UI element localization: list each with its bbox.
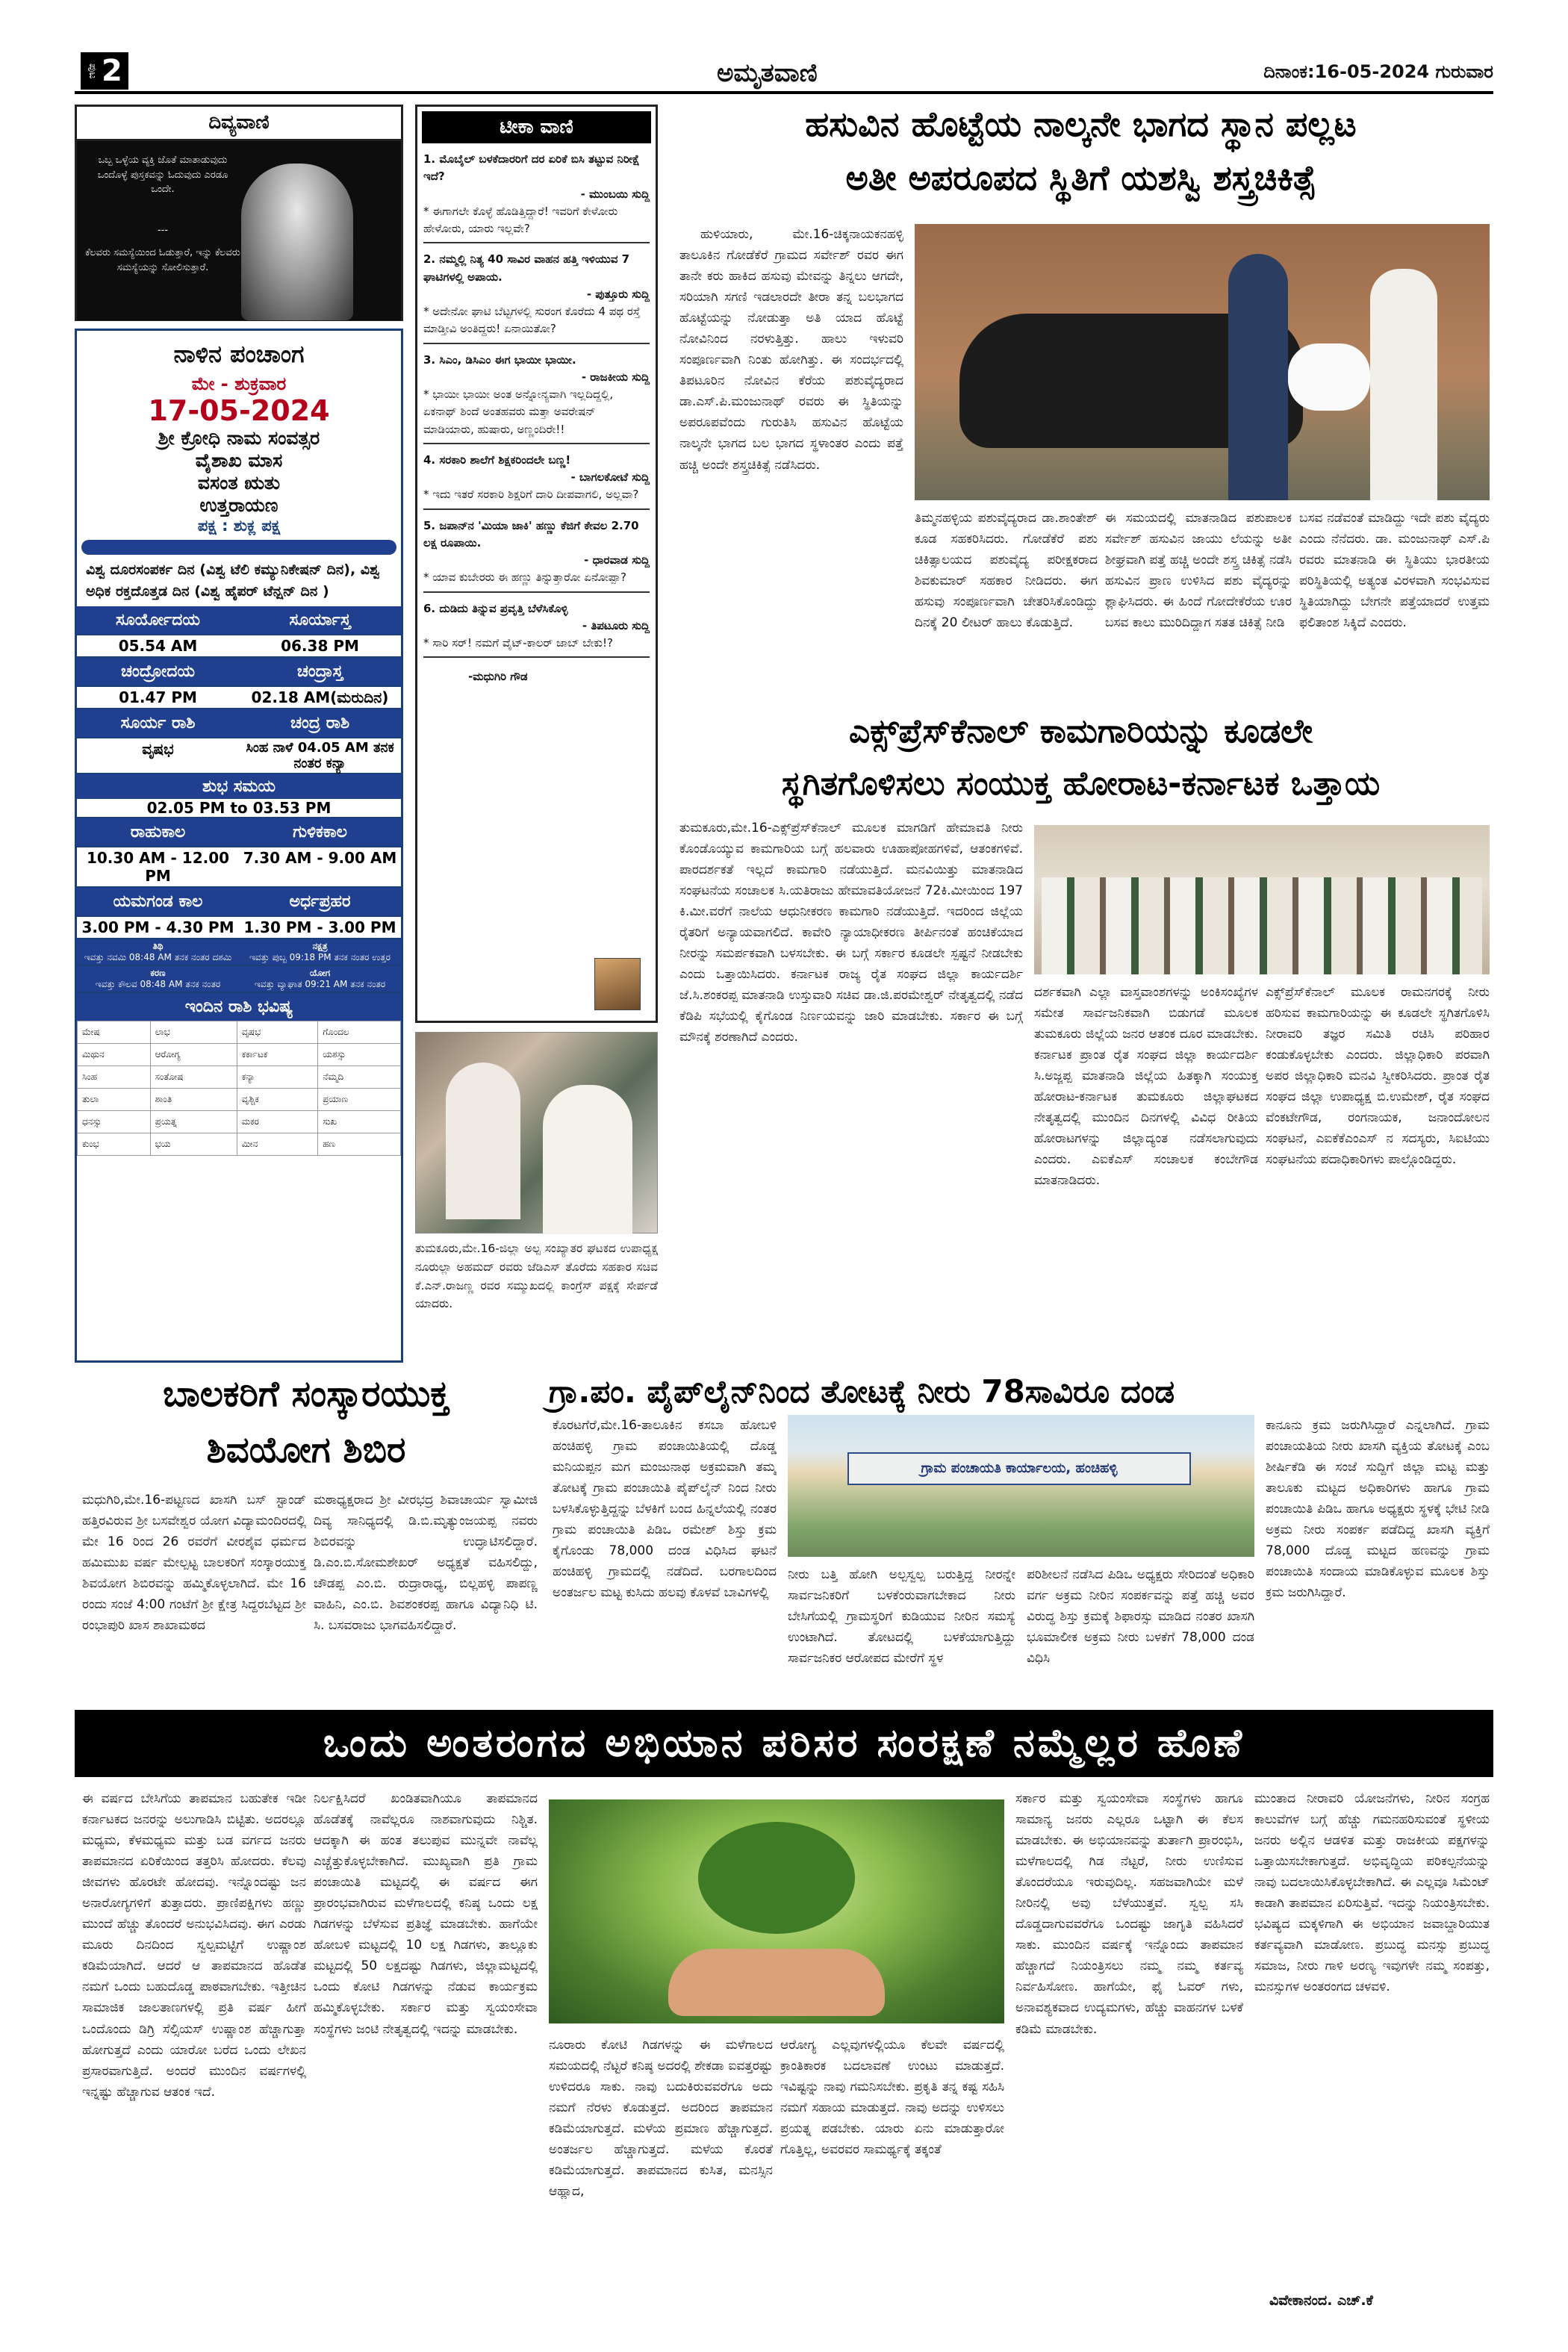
canal-col-2: ದರ್ಶಕವಾಗಿ ಎಲ್ಲಾ ವಾಸ್ತವಾಂಶಗಳನ್ನು ಅಂಕಿಸಂಖ್ಯೆಗಳ ಸಮೇತ ಸಾರ್ವಜನಿಕವಾಗಿ ಬಿಡುಗಡೆ ಮೂಲಕ ತುಮಕೂರು ಜಿಲ್ಲೆಯ ಜನರ ಆತಂಕ ದೂರ ಮಾಡಬೇಕು. ಕರ್ನಾಟಕ ಪ್ರಾಂತ ರೈತ ಸಂಘದ ಜಿಲ್ಲಾ ಕಾರ್ಯದರ್ಶಿ ಸಿ.ಅಜ್ಜಪ್ಪ ಮಾತನಾಡಿ ಜಿಲ್ಲೆಯ ಹಿತಕ್ಕಾಗಿ ಸಂಯುಕ್ತ ಹೋರಾಟ-ಕರ್ನಾಟಕ ತುಮಕೂರು ಜಿಲ್ಲಾಘಟಕದ ನೇತೃತ್ವದಲ್ಲಿ ಮುಂದಿನ ದಿನಗಳಲ್ಲಿ ವಿವಿಧ ರೀತಿಯ ಹೋರಾಟಗಳನ್ನು ಜಿಲ್ಲಾದ್ಯಂತ ನಡೆಸಲಾಗುವುದು ಎಂದರು. ಎಐಕೆಎಸ್ ಸಂಚಾಲಕ ಕಂಬೇಗೌಡ ಮಾತನಾಡಿದರು.: [1034, 985, 1258, 1189]
tika-item: [423, 251, 650, 343]
tithi: ಇವತ್ತು ನವಮಿ 08:48 AM ತನಕ ನಂತರ ದಶಮಿ: [84, 952, 232, 962]
pipeline-col-1: ಕೊರಟಗೆರೆ,ಮೇ.16-ತಾಲೂಕಿನ ಕಸಬಾ ಹೋಬಳಿ ಹಂಚಿಹಳ್ಳಿ ಗ್ರಾಮ ಪಂಚಾಯಿತಿಯಲ್ಲಿ ದೊಡ್ಡ ಮನಿಯಪ್ಪನ ಮಗ ಮಂಜುನಾಥ ಅಕ್ರಮವಾಗಿ ತಮ್ಮ ತೋಟಕ್ಕೆ ಗ್ರಾಮ ಪಂಚಾಯಿತಿ ಪೈಪ್‌ಲೈನ್ ನಿಂದ ನೀರು ಬಳಸಿಕೊಳ್ಳುತ್ತಿದ್ದನ್ನು ಬೆಳಕಿಗೆ ಬಂದ ಹಿನ್ನಲೆಯಲ್ಲಿ ನಂತರ ಗ್ರಾಮ ಪಂಚಾಯಿತಿ ಪಿಡಿಒ ರಮೇಶ್ ಶಿಸ್ತು ಕ್ರಮ ಕೈಗೊಂಡು 78,000 ದಂಡ ವಿಧಿಸಿದ ಘಟನೆ ಹಂಚಿಹಳ್ಳಿ ಗ್ರಾಮದಲ್ಲಿ ನಡೆದಿದೆ. ಬರಗಾಲದಿಂದ ಅಂತರ್ಜಲ ಮಟ್ಟ ಕುಸಿದು ಹಲವು ಕೊಳವೆ ಬಾವಿಗಳಲ್ಲಿ: [553, 1418, 777, 1601]
panchanga-box: [75, 329, 403, 1363]
divyavani-quote-1: ಒಬ್ಬ ಒಳ್ಳೆಯ ವ್ಯಕ್ತಿ ಜೊತೆ ಮಾತಾಡುವುದು ಒಂದೊಳ್ಳೆ ಪುಸ್ತಕವನ್ನು ಓದುವುದು ಎರಡೂ ಒಂದೇ.: [97, 155, 228, 195]
moonset-label: ಚಂದ್ರಾಸ್ತ: [296, 662, 343, 681]
rashi-title: ಇಂದಿನ ರಾಶಿ ಭವಿಷ್ಯ: [77, 993, 401, 1021]
panchanga-line-1: ಶ್ರೀ ಕ್ರೋಧಿ ನಾಮ ಸಂವತ್ಸರ: [158, 427, 320, 449]
author-photo: [594, 958, 641, 1010]
tika-source: - ಮುಂಬಯಿ ಸುದ್ದಿ: [580, 187, 650, 201]
sunset-time: 06.38 PM: [281, 637, 359, 655]
tika-question: 5. ಜಪಾನ್‌ನ 'ಮಿಯಾ ಜಾಕಿ' ಹಣ್ಣು ಕೆಜಿಗೆ ಕೇವಲ 2.70 ಲಕ್ಷ ರೂಪಾಯಿ.: [423, 518, 639, 550]
canal-photo: [1034, 825, 1490, 974]
divyavani-sep: ---: [157, 225, 169, 236]
rahu-label: ರಾಹುಕಾಲ: [130, 823, 186, 841]
tika-item: [423, 151, 650, 243]
shivayoga-headline-2: ಶಿವಯೋಗ ಶಿಬಿರ: [206, 1429, 406, 1471]
divider: [423, 508, 650, 510]
canal-headline-2: ಸ್ಥಗಿತಗೊಳಿಸಲು ಸಂಯುಕ್ತ ಹೋರಾಟ-ಕರ್ನಾಟಕ ಒತ್ತಾಯ: [781, 765, 1381, 803]
tika-answer: * ಯಾವ ಕುಬೇರರು ಈ ಹಣ್ಣು ತಿನ್ನುತ್ತಾರೋ ಏನೋಪ್ಪಾ?: [423, 570, 626, 585]
rashi-prediction: ಸಂತೋಷ: [150, 1066, 237, 1089]
rashi-name: ಕನ್ಯಾ: [237, 1066, 318, 1089]
cow-col-3: ಈ ಸಮಯದಲ್ಲಿ ಮಾತನಾಡಿದ ಪಶುಪಾಲಕ ಸರ್ವೇಶ್ ಹಸುವಿನ ಜಾಯು ಲೆಯನ್ನು ಅತೀ ಶೀಘ್ರವಾಗಿ ಪತ್ತೆ ಹಚ್ಚಿ ಅಂದೇ ಶಸ್ತ್ರ ಚಿಕಿತ್ಸೆ ನಡೆಸಿ ಹಸುವಿನ ಪ್ರಾಣ ಉಳಿಸಿದ ಪಶು ವೈದ್ಯರನ್ನು ಶ್ಲಾಘಿಸಿದರು. ಈ ಹಿಂದೆ ಗೋದೇಕೆರೆಯ ಊರ ಬಸವ ಕಾಲು ಮುರಿದಿದ್ದಾಗ ಸತತ ಚಿಕಿತ್ಸೆ ನೀಡಿ: [1105, 511, 1292, 631]
tika-list: [423, 151, 650, 658]
nakshatra: ಇವತ್ತು ಪುಬ್ಬ 09:18 PM ತನಕ ನಂತರ ಉತ್ತರ: [249, 952, 391, 962]
pipeline-col-3: ಪರಿಶೀಲನೆ ನಡೆಸಿದ ಪಿಡಿಒ ಅಧ್ಯಕ್ಷರು ಸೇರಿದಂತೆ ಅಧಿಕಾರಿ ವರ್ಗ ಅಕ್ರಮ ನೀರಿನ ಸಂಪರ್ಕವನ್ನು ಪತ್ತೆ ಹಚ್ಚಿ ಅವರ ವಿರುದ್ಧ ಶಿಸ್ತು ಕ್ರಮಕ್ಕೆ ಶಿಫಾರಸ್ಸು ಮಾಡಿದ ನಂತರ ಖಾಸಗಿ ಭೂಮಾಲೀಕ ಅಕ್ರಮ ನೀರು ಬಳಕೆಗೆ 78,000 ದಂಡ ವಿಧಿಸಿ: [1027, 1567, 1254, 1667]
divyavani-box: [75, 105, 403, 321]
rashi-table: [77, 1021, 401, 1156]
panchanga-title: ನಾಳಿನ ಪಂಚಾಂಗ: [173, 340, 305, 368]
panchanga-month: ಮೇ - ಶುಕ್ರವಾರ: [191, 373, 287, 394]
tika-vani-box: [415, 105, 658, 1023]
ardha-label: ಅರ್ಧಪ್ರಹರ: [289, 892, 351, 911]
yoga-label: ಯೋಗ: [309, 968, 331, 978]
divyavani-image: [77, 141, 401, 320]
person-right: [543, 1085, 632, 1234]
shivayoga-col-1: ಮಧುಗಿರಿ,ಮೇ.16-ಪಟ್ಟಣದ ಖಾಸಗಿ ಬಸ್ ಸ್ಟಾಂಡ್ ಹತ್ತಿರವಿರುವ ಶ್ರೀ ಬಸವೇಶ್ವರ ಯೋಗ ವಿದ್ಯಾಮಂದಿರದಲ್ಲಿ ಮೇ 16 ರಿಂದ 26 ರವರೆಗೆ ವೀರಶೈವ ಧರ್ಮದ ಹಮಿಮುಖ ವರ್ಷ ಮೇಲ್ಪಟ್ಟ ಬಾಲಕರಿಗೆ ಸಂಸ್ಕಾರಯುಕ್ತ ಶಿವಯೋಗ ಶಿಬಿರವನ್ನು ಹಮ್ಮಿಕೊಳ್ಳಲಾಗಿದೆ. ಮೇ 16 ರಂದು ಸಂಜೆ 4:00 ಗಂಟೆಗೆ ಶ್ರೀ ಕ್ಷೇತ್ರ ಸಿದ್ದರಬೆಟ್ಟದ ಶ್ರೀ ರಂಭಾಪುರಿ ಖಾಸ ಶಾಖಾಮಠದ: [82, 1493, 306, 1634]
rashi-prediction: ಭಯ: [150, 1133, 237, 1156]
panchanga-line-4: ಉತ್ತರಾಯಣ: [199, 494, 279, 516]
rashi-prediction: ಗೊಂದಲ: [318, 1021, 401, 1044]
karana-label: ಕರಣ: [150, 968, 166, 978]
chandra-rashi-label: ಚಂದ್ರ ರಾಶಿ: [290, 714, 350, 732]
person-1: [1228, 254, 1288, 500]
rashi-name: ಕುಂಭ: [78, 1133, 151, 1156]
env-col-4: ಆರೋಗ್ಯ ಎಲ್ಲವುಗಳಲ್ಲಿಯೂ ಕೆಲವೇ ವರ್ಷದಲ್ಲಿ ಕ್ರಾಂತಿಕಾರಕ ಬದಲಾವಣೆ ಉಂಟು ಮಾಡುತ್ತದೆ. ಇವಿಷ್ಟನ್ನು ನಾವು ಗಮನಿಸಬೇಕು. ಪ್ರಕೃತಿ ತನ್ನ ಕಷ್ಟ ಸಹಿಸಿ ನಮಗೆ ಸಹಾಯ ಮಾಡುತ್ತದೆ. ನಾವು ಅದನ್ನು ಉಳಿಸಲು ಪ್ರಯತ್ನ ಪಡಬೇಕು. ಯಾರು ಏನು ಮಾಡುತ್ತಾರೋ ಗೊತ್ತಿಲ್ಲ, ಅವರವರ ಸಾಮರ್ಥ್ಯಕ್ಕೆ ತಕ್ಕಂತೆ: [780, 2038, 1004, 2158]
rashi-prediction: ಹಣ: [318, 1133, 401, 1156]
tika-source: - ತಿಪಟೂರು ಸುದ್ದಿ: [582, 618, 650, 632]
gulika-label: ಗುಳಿಕಕಾಲ: [293, 823, 347, 841]
env-col-1: ಈ ವರ್ಷದ ಬೇಸಿಗೆಯ ತಾಪಮಾನ ಬಹುತೇಕ ಇಡೀ ಕರ್ನಾಟಕದ ಜನರನ್ನು ಅಲುಗಾಡಿಸಿ ಬಿಟ್ಟಿತು. ಅದರಲ್ಲೂ ಮಧ್ಯಮ, ಕೆಳಮಧ್ಯಮ ಮತ್ತು ಬಡ ವರ್ಗದ ಜನರು ತಾಪಮಾನದ ಏರಿಕೆಯಿಂದ ತತ್ತರಿಸಿ ಹೋದರು. ಕೆಲವು ಜೀವಗಳು ಹೊರಟೇ ಹೋದವು. ಇನ್ನೊಂದಷ್ಟು ಜನ ಅನಾರೋಗ್ಯಗಳಿಗೆ ತುತ್ತಾದರು. ಪ್ರಾಣಿಪಕ್ಷಿಗಳು ಹಣ್ಣು ಮುಂದೆ ಹೆಚ್ಚು ತೊಂದರೆ ಅನುಭವಿಸಿದವು. ಈಗ ಎರಡು ಮೂರು ದಿನದಿಂದ ಸ್ವಲ್ಪಮಟ್ಟಿಗೆ ಉಷ್ಣಾಂಶ ಕಡಿಮೆಯಾಗಿದೆ. ಆದರೆ ಆ ತಾಪಮಾನದ ಹೊಡೆತ ನಮಗೆ ಒಂದು ಬಹುದೊಡ್ಡ ಪಾಠವಾಗಬೇಕು. ಇತ್ತೀಚಿನ ಸಾಮಾಜಿಕ ಜಾಲತಾಣಗಳಲ್ಲಿ ಪ್ರತಿ ವರ್ಷ ಹೀಗೆ ಒಂದೊಂದು ಡಿಗ್ರಿ ಸೆಲ್ಸಿಯಸ್ ಉಷ್ಣಾಂಶ ಹೆಚ್ಚಾಗುತ್ತಾ ಹೋಗುತ್ತದೆ ಎಂದು ಯಾರೋ ಬರೆದ ಒಂದು ಲೇಖನ ಪ್ರಸಾರವಾಗುತ್ತಿದೆ. ಅಂದರೆ ಮುಂದಿನ ವರ್ಷಗಳಲ್ಲಿ ಇನ್ನಷ್ಟು ಹೆಚ್ಚಾಗುವ ಆತಂಕ ಇದೆ.: [82, 1791, 306, 2100]
divider: [423, 443, 650, 444]
divider: [423, 591, 650, 593]
page-number: 2: [102, 54, 122, 88]
divyavani-quote-2: ಕೆಲವರು ಸಮಸ್ಯೆಯಿಂದ ಓಡುತ್ತಾರೆ, ಇನ್ನು ಕೆಲವರು ಸಮಸ್ಯೆಯನ್ನು ಸೋಲಿಸುತ್ತಾರೆ.: [85, 247, 240, 273]
rashi-name: ಕರ್ಕಾಟಕ: [237, 1044, 318, 1066]
politics-photo: [415, 1032, 658, 1233]
cow-headline-2: ಅತೀ ಅಪರೂಪದ ಸ್ಥಿತಿಗೆ ಯಶಸ್ವಿ ಶಸ್ತ್ರಚಿಕಿತ್ಸೆ: [845, 158, 1316, 198]
person-2: [1370, 269, 1437, 500]
tika-answer: * ಇದು ಇತರೆ ಸರಕಾರಿ ಶಿಕ್ಷರಿಗೆ ದಾರಿ ದೀಪವಾಗಲಿ, ಅಲ್ಲವಾ?: [423, 488, 639, 502]
sunrise-time: 05.54 AM: [118, 637, 198, 655]
chandra-rashi: ಸಿಂಹ ನಾಳೆ 04.05 AM ತನಕ ನಂತರ ಕನ್ಯಾ: [246, 740, 394, 771]
rashi-name: ಧನಸ್ಸು: [78, 1111, 151, 1133]
rashi-prediction: ಪ್ರಯಾಣ: [318, 1089, 401, 1111]
tika-item: [423, 517, 650, 593]
paksha: ಪಕ್ಷ : ಶುಕ್ಲ ಪಕ್ಷ: [197, 517, 281, 535]
env-col-6: ಮುಂತಾದ ನೀರಾವರಿ ಯೋಜನೆಗಳು, ನೀರಿನ ಸಂಗ್ರಹ ಕಾಲುವೆಗಳ ಬಗ್ಗೆ ಹೆಚ್ಚು ಗಮನಹರಿಸುವಂತೆ ಸ್ಥಳೀಯ ಜನರು ಅಲ್ಲಿನ ಆಡಳಿತ ಮತ್ತು ರಾಜಕೀಯ ಪಕ್ಷಗಳನ್ನು ಒತ್ತಾಯಿಸಬೇಕಾಗುತ್ತದೆ. ಅಭಿವೃದ್ಧಿಯ ಪರಿಕಲ್ಪನೆಯನ್ನು ನಾವು ಬದಲಾಯಿಸಿಕೊಳ್ಳಬೇಕಾಗಿದೆ. ಈ ಎಲ್ಲವೂ ಸಿಮೆಂಟ್ ಕಾಡಾಗಿ ತಾಪಮಾನ ಏರಿಸುತ್ತಿವೆ. ಇದನ್ನು ನಿಯಂತ್ರಿಸಬೇಕು. ಭವಿಷ್ಯದ ಮಕ್ಕಳಿಗಾಗಿ ಈ ಅಭಿಯಾನ ಜವಾಬ್ದಾರಿಯುತ ಕರ್ತವ್ಯವಾಗಿ ಮಾಡೋಣ. ಪ್ರಬುದ್ಧ ಮನಸ್ಸು ಪ್ರಬುದ್ಧ ಸಮಾಜ, ನೀರು ಗಾಳಿ ಅರಣ್ಯ ಇವುಗಳೇ ನಮ್ಮ ಸಂಪತ್ತು, ಮನಸ್ಸುಗಳ ಅಂತರಂಗದ ಚಳವಳಿ.: [1254, 1791, 1490, 1995]
pipeline-col-4: ಕಾನೂನು ಕ್ರಮ ಜರುಗಿಸಿದ್ದಾರೆ ಎನ್ನಲಾಗಿದೆ. ಗ್ರಾಮ ಪಂಚಾಯತಿಯ ನೀರು ಖಾಸಗಿ ವ್ಯಕ್ತಿಯ ತೋಟಕ್ಕೆ ಎಂಬ ಶೀರ್ಷಿಕೆಡಿ ಈ ಸಂಜೆ ಸುದ್ದಿಗೆ ಜಿಲ್ಲಾ ಮಟ್ಟ ಮತ್ತು ತಾಲೂಕು ಮಟ್ಟದ ಅಧಿಕಾರಿಗಳು ಹಾಗೂ ಗ್ರಾಮ ಪಂಚಾಯಿತಿ ಪಿಡಿಒ ಹಾಗೂ ಅಧ್ಯಕ್ಷರು ಸ್ಥಳಕ್ಕೆ ಭೇಟಿ ನೀಡಿ ಅಕ್ರಮ ನೀರು ಸಂಪರ್ಕ ಪಡೆದಿದ್ದ ಖಾಸಗಿ ವ್ಯಕ್ತಿಗೆ 78,000 ದೊಡ್ಡ ಮಟ್ಟದ ಹಣವನ್ನು ಗ್ರಾಮ ಪಂಚಾಯಿತಿ ಸಂದಾಯ ಮಾಡಿಕೊಳ್ಳುವ ಮೂಲಕ ಶಿಸ್ತು ಕ್ರಮ ಜರುಗಿಸಿದ್ದಾರೆ.: [1266, 1418, 1490, 1601]
special-day-bar: [81, 540, 396, 555]
sunrise-label: ಸೂರ್ಯೋದಯ: [116, 611, 200, 629]
yama-time: 3.00 PM - 4.30 PM: [81, 918, 234, 936]
photo-caption: ತುಮಕೂರು,ಮೇ.16-ಜಿಲ್ಲಾ ಅಲ್ಪ ಸಂಖ್ಯಾತರ ಘಟಕದ ಉಪಾಧ್ಯಕ್ಷ ನೂರುಲ್ಲಾ ಅಹಮದ್ ರವರು ಜೆಡಿಎಸ್ ತೊರೆದು ಸಹಕಾರ ಸಚಿವ ಕೆ.ಎನ್.ರಾಜಣ್ಣ ರವರ ಸಮ್ಮುಖದಲ್ಲಿ ಕಾಂಗ್ರೆಸ್ ಪಕ್ಷಕ್ಕೆ ಸೇರ್ಪಡೆ ಯಾದರು.: [415, 1242, 658, 1311]
rashi-name: ಮೇಷ: [78, 1021, 151, 1044]
canal-col-1: ತುಮಕೂರು,ಮೇ.16-ಎಕ್ಸ್‌ಪ್ರೆಸ್‌ಕೆನಾಲ್ ಮೂಲಕ ಮಾಗಡಿಗೆ ಹೇಮಾವತಿ ನೀರು ಕೊಂಡೊಯ್ಯುವ ಕಾಮಗಾರಿಯ ಬಗ್ಗೆ ಹಲವಾರು ಊಹಾಪೋಹಗಳಿವೆ, ಆತಂಕಗಳಿವೆ. ಪಾರದರ್ಶಕತೆ ಇಲ್ಲದೆ ಕಾಮಗಾರಿ ನಡೆಯುತ್ತಿದೆ. ಮನವಿಯಿತ್ತು ಮಾತನಾಡಿದ ಸಂಘಟನೆಯ ಸಂಚಾಲಕ ಸಿ.ಯತಿರಾಜು ಹೇಮಾವತಿಯೋಜನೆ 72ಕಿ.ಮೀಯಿಂದ 197 ಕಿ.ಮೀ.ವರೆಗೆ ನಾಲೆಯ ಆಧುನೀಕರಣ ಕಾಮಗಾರಿ ನಡೆಯುತ್ತಿದೆ. ಇದರಿಂದ ಜಿಲ್ಲೆಯ ರೈತರಿಗೆ ಅನ್ಯಾಯವಾಗಲಿದೆ. ಕಾವೇರಿ ನ್ಯಾಯಾಧೀಕರಣ ತೀರ್ಪಿನಂತೆ ಹಂಚಿಕೆಯಾದ ನೀರನ್ನು ಸಮರ್ಪಕವಾಗಿ ಬಳಸಬೇಕು. ಈ ಬಗ್ಗೆ ಸರ್ಕಾರ ಕೂಡಲೇ ಸ್ಪಷ್ಟನೆ ನೀಡಬೇಕು ಎಂದು ಒತ್ತಾಯಿಸಿದರು. ಕರ್ನಾಟಕ ರಾಜ್ಯ ರೈತ ಸಂಘದ ಜಿಲ್ಲಾ ಕಾರ್ಯದರ್ಶಿ ಜೆ.ಸಿ.ಶಂಕರಪ್ಪ ಮಾತನಾಡಿ ಉಸ್ತುವಾರಿ ಸಚಿವ ಡಾ.ಜಿ.ಪರಮೇಶ್ವರ್ ನೇತೃತ್ವದಲ್ಲಿ ನಡೆದ ಕೆಡಿಪಿ ಸಭೆಯಲ್ಲಿ ಕೈಗೊಂಡ ನಿರ್ಣಯವನ್ನು ಜಾರಿ ಮಾಡಬೇಕು. ಸರ್ಕಾರ ಈ ಬಗ್ಗೆ ಮೌನಕ್ಕೆ ಶರಣಾಗಿದೆ ಎಂದರು.: [679, 821, 1023, 1045]
rashi-row: [78, 1021, 401, 1044]
tika-question: 2. ನಮ್ಮಲ್ಲಿ ನಿತ್ಯ 40 ಸಾವಿರ ವಾಹನ ಹತ್ತಿ ಇಳಿಯುವ 7 ಘಾಟಿಗಳಲ್ಲಿ ಅಪಾಯ.: [423, 252, 630, 284]
shivayoga-col-2: ಮಠಾಧ್ಯಕ್ಷರಾದ ಶ್ರೀ ವೀರಭದ್ರ ಶಿವಾಚಾರ್ಯ ಸ್ವಾಮೀಜಿ ದಿವ್ಯ ಸಾನಿಧ್ಯದಲ್ಲಿ ಡಿ.ಬಿ.ಮೃತ್ಯುಂಜಯಪ್ಪ ನವರು ಶಿಬಿರವನ್ನು ಉದ್ಘಾಟಿಸಲಿದ್ದಾರೆ. ಡಿ.ಎಂ.ಬಿ.ಸೋಮಶೇಖರ್ ಅಧ್ಯಕ್ಷತೆ ವಹಿಸಲಿದ್ದು, ಚೌಡಪ್ಪ ಎಂ.ಬಿ. ರುದ್ರಾರಾಧ್ಯ, ಬಿಲ್ಲಹಳ್ಳಿ ಪಾಪಣ್ಣ ವಾಹಿನಿ, ಎಂ.ಬಿ. ಶಿವಶಂಕರಪ್ಪ ಹಾಗೂ ವಿದ್ಯಾನಿಧಿ ಟಿ. ಸಿ. ಬಸವರಾಜು ಭಾಗವಹಿಸಲಿದ್ದಾರೆ.: [314, 1493, 538, 1634]
tika-source: - ಪುತ್ತೂರು ಸುದ್ದಿ: [586, 287, 650, 301]
paper-name: ಅಮೃತವಾಣಿ: [717, 58, 818, 88]
rashi-name: ಮೀನ: [237, 1133, 318, 1156]
rashi-row: [78, 1044, 401, 1066]
group-people: [1042, 877, 1482, 974]
env-col-5: ಸರ್ಕಾರ ಮತ್ತು ಸ್ವಯಂಸೇವಾ ಸಂಸ್ಥೆಗಳು ಹಾಗೂ ಸಾಮಾನ್ಯ ಜನರು ಎಲ್ಲರೂ ಒಟ್ಟಾಗಿ ಈ ಕೆಲಸ ಮಾಡಬೇಕು. ಈ ಅಭಿಯಾನವನ್ನು ತುರ್ತಾಗಿ ಪ್ರಾರಂಭಿಸಿ, ಮಳೆಗಾಲದಲ್ಲಿ ಗಿಡ ನೆಟ್ಟರೆ, ನೀರು ಉಣಿಸುವ ತೊಂದರೆಯೂ ಇರುವುದಿಲ್ಲ. ಸಹಜವಾಗಿಯೇ ಮಳೆ ನೀರಿನಲ್ಲಿ ಅವು ಬೆಳೆಯುತ್ತವೆ. ಸ್ವಲ್ಪ ಸಸಿ ದೊಡ್ಡದಾಗುವವರೆಗೂ ಒಂದಷ್ಟು ಜಾಗೃತಿ ವಹಿಸಿದರೆ ಸಾಕು. ಮುಂದಿನ ವರ್ಷಕ್ಕೆ ಇನ್ನೊಂದು ತಾಪಮಾನ ಹೆಚ್ಚಾಗದೆ ನಿಯಂತ್ರಿಸಲು ನಮ್ಮ ನಮ್ಮ ಕರ್ತವ್ಯ ನಿರ್ವಹಿಸೋಣ. ಹಾಗೆಯೇ, ಫೈ ಓವರ್ ಗಳು, ಅನಾವಶ್ಯಕವಾದ ಉದ್ಯಮಗಳು, ಹೆಚ್ಚು ವಾಹನಗಳ ಬಳಕೆ ಕಡಿಮೆ ಮಾಡಬೇಕು.: [1015, 1791, 1243, 2037]
rashi-row: [78, 1066, 401, 1089]
panchanga-line-3: ವಸಂತ ಋತು: [197, 472, 281, 494]
date-line: ದಿನಾಂಕ:16-05-2024 ಗುರುವಾರ: [1263, 61, 1493, 82]
tika-item: [423, 600, 650, 659]
tithi-label: ತಿಥಿ: [152, 941, 164, 951]
tika-answer: * ಈಗಾಗಲೇ ಕೊಳ್ಳೆ ಹೊಡಿತ್ತಿದ್ದಾರೆ! ಇವರಿಗೆ ಕೇಳೋರು ಹೇಳೋರು, ಯಾರು ಇಲ್ಲವೇ?: [423, 204, 618, 235]
hands: [668, 1949, 885, 2016]
canal-col-3: ಎಕ್ಸ್‌ಪ್ರೆಸ್‌ಕೆನಾಲ್ ಮೂಲಕ ರಾಮನಗರಕ್ಕೆ ನೀರು ಹರಿಸುವ ಕಾಮಗಾರಿಯನ್ನು ಈ ಕೂಡಲೇ ಸ್ಥಗಿತಗೊಳಿಸಿ ನೀರಾವರಿ ತಜ್ಞರ ಸಮಿತಿ ರಚಿಸಿ ಪರಿಹಾರ ಕಂಡುಕೊಳ್ಳಬೇಕು ಎಂದರು. ಜಿಲ್ಲಾಧಿಕಾರಿ ಪರವಾಗಿ ಅಪರ ಜಿಲ್ಲಾಧಿಕಾರಿ ಮನವಿ ಸ್ವೀಕರಿಸಿದರು. ಪ್ರಾಂತ ರೈತ ಸಂಘದ ಜಿಲ್ಲಾ ಉಪಾಧ್ಯಕ್ಷ ಬಿ.ಉಮೇಶ್, ರೈತ ಸಂಘದ ವೆಂಕಟೇಗೌಡ, ರಂಗನಾಯಕ, ಜನಾಂದೋಲನ ಸಂಘಟನೆ, ಎಐಕೆಕೆಎಂಎಸ್ ನ ಸದಸ್ಯರು, ಸಿಐಟಿಯು ಸಂಘಟನೆಯ ಪದಾಧಿಕಾರಿಗಳು ಪಾಲ್ಗೊಂಡಿದ್ದರು.: [1266, 985, 1490, 1168]
panchayat-photo: [788, 1415, 1254, 1557]
tika-item: [423, 452, 650, 510]
rashi-name: ಮಿಥುನ: [78, 1044, 151, 1066]
rashi-row: [78, 1133, 401, 1156]
tika-source: - ಬಾಗಲಕೋಟೆ ಸುದ್ದಿ: [570, 470, 650, 484]
cow-col-4: ಬಸವ ನಡೆವಂತೆ ಮಾಡಿದ್ದು ಇದೇ ಪಶು ವೈದ್ಯರು ಎಂದು ನೆನೆದರು. ಡಾ. ಮಂಜುನಾಥ್ ಎಸ್.ಪಿ ರವರು ಮಾತನಾಡಿ ಈ ಸ್ಥಿತಿಯು ಭಾರತೀಯ ಪರಿಸ್ಥಿತಿಯಲ್ಲಿ ಅತ್ಯಂತ ವಿರಳವಾಗಿ ಸಂಭವಿಸುವ ಸ್ಥಿತಿಯಾಗಿದ್ದು ಬೇಗನೇ ಪತ್ತೆಯಾದರೆ ಉತ್ತಮ ಫಲಿತಾಂಶ ಸಿಕ್ಕಿದೆ ಎಂದರು.: [1299, 511, 1490, 631]
tika-item: [423, 352, 650, 444]
divider: [423, 656, 650, 658]
cow-head: [1288, 343, 1370, 411]
tree-canopy: [698, 1822, 855, 1934]
shubha-label: ಶುಭ ಸಮಯ: [77, 774, 401, 799]
person-left: [446, 1063, 520, 1219]
tika-answer: * ಸಾರಿ ಸರ್! ನಮಗೆ ವೈಟ್-ಕಾಲರ್ ಜಾಬ್ ಬೇಕು!?: [423, 636, 613, 650]
rashi-name: ಸಿಂಹ: [78, 1066, 151, 1089]
shubha-time: 02.05 PM to 03.53 PM: [77, 799, 401, 818]
yoga: ಇವತ್ತು ವ್ಯಾಘಾತ 09:21 AM ತನಕ ನಂತರ: [254, 979, 386, 989]
cow-col-1: ಹುಳಿಯಾರು, ಮೇ.16-ಚಿಕ್ಕನಾಯಕನಹಳ್ಳಿ ತಾಲೂಕಿನ ಗೋಡೆಕೆರೆ ಗ್ರಾಮದ ಸರ್ವೇಶ್ ರವರ ಈಗ ತಾನೇ ಕರು ಹಾಕಿದ ಹಸುವು ಮೇವನ್ನು ತಿನ್ನಲು ಆಗದೇ, ಸರಿಯಾಗಿ ಸಗಣಿ ಇಡಲಾರದೇ ತೀರಾ ತನ್ನ ಬಲಭಾಗದ ಹೊಟ್ಟೆಯನ್ನು ನೋಡುತ್ತಾ ಅತಿ ಯಾದ ಹೊಟ್ಟೆ ನೋವಿನಿಂದ ನರಳುತ್ತಿತ್ತು. ಹಾಲು ಇಳುವರಿ ಸಂಪೂರ್ಣವಾಗಿ ನಿಂತು ಹೋಗಿತ್ತು. ಈ ಸಂದರ್ಭದಲ್ಲಿ ತಿಪಟೂರಿನ ನೋವಿನ ಕೆರೆಯ ಪಶುವೈದ್ಯರಾದ ಡಾ.ಎಸ್.ಪಿ.ಮಂಜುನಾಥ್ ರವರು ಈ ಸ್ಥಿತಿಯನ್ನು ಅಪರೂಪವೆಂದು ಗುರುತಿಸಿ ಹಸುವಿನ ಹೊಟ್ಟೆಯ ನಾಲ್ಕನೇ ಭಾಗದ ಬಲ ಭಾಗದ ಸ್ಥಳಾಂತರ ಎಂದು ಪತ್ತೆ ಹಚ್ಚಿ ಅಂದೇ ಶಸ್ತ್ರಚಿಕಿತ್ಸೆ ನಡೆಸಿದರು.: [679, 227, 903, 473]
divider: [423, 343, 650, 344]
rashi-prediction: ನೆಮ್ಮದಿ: [318, 1066, 401, 1089]
rashi-prediction: ಆರೋಗ್ಯ: [150, 1044, 237, 1066]
tika-answer: * ಅದೇನೋ ಘಾಟಿ ಬೆಟ್ಟಗಳಲ್ಲಿ ಸುರಂಗ ಕೊರೆದು 4 ಪಥ ರಸ್ತೆ ಮಾಡ್ತೀವಿ ಅಂತಿದ್ದರು! ಏನಾಯಿತೋ?: [423, 305, 641, 336]
panchayat-sign: ಗ್ರಾಮ ಪಂಚಾಯತಿ ಕಾರ್ಯಾಲಯ, ಹಂಚಿಹಳ್ಳಿ: [847, 1452, 1191, 1485]
page-number-badge: [81, 52, 128, 90]
rashi-prediction: ಪ್ರಯತ್ನ: [150, 1111, 237, 1133]
shivayoga-headline-1: ಬಾಲಕರಿಗೆ ಸಂಸ್ಕಾರಯುಕ್ತ: [163, 1373, 449, 1415]
env-col-2: ನಿರ್ಲಕ್ಷಿಸಿದರೆ ಖಂಡಿತವಾಗಿಯೂ ತಾಪಮಾನದ ಹೊಡೆತಕ್ಕೆ ನಾವೆಲ್ಲರೂ ನಾಶವಾಗುವುದು ನಿಶ್ಚಿತ. ಆದಕ್ಕಾಗಿ ಈ ಹಂತ ತಲುಪುವ ಮುನ್ನವೇ ನಾವೆಲ್ಲ ಎಚ್ಚೆತ್ತುಕೊಳ್ಳಬೇಕಾಗಿದೆ. ಮುಖ್ಯವಾಗಿ ಪ್ರತಿ ಗ್ರಾಮ ಪಂಚಾಯಿತಿ ಮಟ್ಟದಲ್ಲಿ ಈ ವರ್ಷದ ಈಗ ಪ್ರಾರಂಭವಾಗಿರುವ ಮಳೆಗಾಲದಲ್ಲಿ ಕನಿಷ್ಠ ಒಂದು ಲಕ್ಷ ಗಿಡಗಳನ್ನು ಬೆಳೆಸುವ ಪ್ರತಿಜ್ಞೆ ಮಾಡಬೇಕು. ಹಾಗೆಯೇ ಹೋಬಳಿ ಮಟ್ಟದಲ್ಲಿ 10 ಲಕ್ಷ ಗಿಡಗಳು, ತಾಲ್ಲೂಕು ಮಟ್ಟದಲ್ಲಿ 50 ಲಕ್ಷದಷ್ಟು ಗಿಡಗಳು, ಜಿಲ್ಲಾಮಟ್ಟದಲ್ಲಿ ಒಂದು ಕೋಟಿ ಗಿಡಗಳನ್ನು ನೆಡುವ ಕಾರ್ಯಕ್ರಮ ಹಮ್ಮಿಕೊಳ್ಳಬೇಕು. ಸರ್ಕಾರ ಮತ್ತು ಸ್ವಯಂಸೇವಾ ಸಂಸ್ಥೆಗಳು ಜಂಟಿ ನೇತೃತ್ವದಲ್ಲಿ ಇದನ್ನು ಮಾಡಬೇಕು.: [314, 1791, 538, 2037]
page-label: ಪುಟ: [87, 63, 99, 79]
panchanga-line-2: ವೈಶಾಖ ಮಾಸ: [195, 449, 283, 471]
surya-rashi-label: ಸೂರ್ಯ ರಾಶಿ: [120, 714, 196, 732]
pipeline-col-2: ನೀರು ಬತ್ತಿ ಹೋಗಿ ಅಲ್ಪಸ್ವಲ್ಪ ಬರುತ್ತಿದ್ದ ನೀರನ್ನೇ ಸಾರ್ವಜನಿಕರಿಗೆ ಬಳಕೆಂರುವಾಗಬೇಕಾದ ನೀರು ಬೇಸಿಗೆಯಲ್ಲಿ ಗ್ರಾಮಸ್ಥರಿಗೆ ಕುಡಿಯುವ ನೀರಿನ ಸಮಸ್ಯೆ ಉಂಟಾಗಿದೆ. ತೋಟದಲ್ಲಿ ಬಳಕೆಯಾಗುತ್ತಿದ್ದು ಸಾರ್ವಜನಿಕರ ಆರೋಪದ ಮೇರೆಗೆ ಸ್ಥಳ: [788, 1567, 1015, 1667]
sunset-label: ಸೂರ್ಯಾಸ್ತ: [289, 611, 351, 629]
portrait-figure: [241, 164, 353, 320]
ardha-time: 1.30 PM - 3.00 PM: [243, 918, 396, 936]
environment-banner: [75, 1710, 1493, 1777]
moonrise-time: 01.47 PM: [119, 688, 197, 706]
karana: ಇವತ್ತು ಕೌಲವ 08:48 AM ತನಕ ನಂತರ: [95, 979, 221, 989]
pipeline-headline: ಗ್ರಾ.ಪಂ. ಪೈಪ್‌ಲೈನ್‌ನಿಂದ ತೋಟಕ್ಕೆ ನೀರು 78ಸಾವಿರೂ ದಂಡ: [549, 1373, 1175, 1410]
masthead: [75, 49, 1493, 94]
tika-question: 6. ದುಡಿದು ತಿನ್ನುವ ಪ್ರವೃತ್ತಿ ಬೆಳೆಸಿಕೊಳ್ಳಿ: [423, 601, 568, 615]
rashi-prediction: ಶಾಂತಿ: [150, 1089, 237, 1111]
rashi-name: ವೃಷಭ: [237, 1021, 318, 1044]
rashi-prediction: ಸುಖ: [318, 1111, 401, 1133]
rahu-time: 10.30 AM - 12.00 PM: [86, 849, 230, 885]
tika-answer: * ಭಾಯೀ ಭಾಯೀ ಅಂತ ಅನ್ನೋನ್ಯವಾಗಿ ಇಲ್ಲದಿದ್ದಲ್ಲಿ, ಏಕನಾಥ್ ಶಿಂದೆ ಅಂತಹವರು ಮತ್ತಾ ಅವರೇಷನ್ ಮಾಡಿಯಾರು, ಹುಷಾರು, ಅಣ್ಣಂದಿರೇ!!: [423, 388, 614, 436]
rashi-prediction: ಯಶಸ್ಸು: [318, 1044, 401, 1066]
tika-author: -ಮಧುಗಿರಿ ಗೌಡ: [468, 670, 528, 684]
env-author: ವಿವೇಕಾನಂದ. ಎಚ್.ಕೆ: [1269, 2292, 1373, 2309]
canal-headline-1: ಎಕ್ಸ್‌ಪ್ರೆಸ್‌ಕೆನಾಲ್ ಕಾಮಗಾರಿಯನ್ನು ಕೂಡಲೇ: [848, 712, 1313, 750]
rashi-prediction: ಲಾಭ: [150, 1021, 237, 1044]
tika-question: 3. ಸಿಎಂ, ಡಿಸಿಎಂ ಈಗ ಭಾಯೀ ಭಾಯೀ.: [423, 352, 576, 367]
rashi-name: ತುಲಾ: [78, 1089, 151, 1111]
rashi-name: ವೃಶ್ಚಿಕ: [237, 1089, 318, 1111]
tree-hands-image: [549, 1799, 1004, 2023]
tika-source: - ರಾಜಕೀಯ ಸುದ್ದಿ: [581, 370, 650, 384]
tika-question: 1. ಮೊಬೈಲ್ ಬಳಕೆದಾರರಿಗೆ ದರ ಏರಿಕೆ ಬಿಸಿ ತಟ್ಟುವ ನಿರೀಕ್ಷೆ ಇದೆ?: [423, 152, 640, 184]
rashi-row: [78, 1111, 401, 1133]
env-col-3: ನೂರಾರು ಕೋಟಿ ಗಿಡಗಳನ್ನು ಈ ಮಳೆಗಾಲದ ಸಮಯದಲ್ಲಿ ನೆಟ್ಟರೆ ಕನಿಷ್ಠ ಅದರಲ್ಲಿ ಶೇಕಡಾ ಐವತ್ತರಷ್ಟು ಉಳಿದರೂ ಸಾಕು. ನಾವು ಬದುಕಿರುವವರೆಗೂ ಅದು ನಮಗೆ ನೆರಳು ಕೊಡುತ್ತದೆ. ಅದರಿಂದ ತಾಪಮಾನ ಕಡಿಮೆಯಾಗುತ್ತದೆ. ಮಳೆಯ ಪ್ರಮಾಣ ಹೆಚ್ಚಾಗುತ್ತದೆ. ಅಂತರ್ಜಲ ಹೆಚ್ಚಾಗುತ್ತದೆ. ಮಳೆಯ ಕೊರತೆ ಕಡಿಮೆಯಾಗುತ್ತದೆ. ತಾಪಮಾನದ ಕುಸಿತ, ಮನಸ್ಸಿನ ಆಹ್ಲಾದ,: [549, 2038, 773, 2200]
tika-question: 4. ಸರಕಾರಿ ಶಾಲೆಗೆ ಶಿಕ್ಷಕರಿಂದಲೇ ಬಣ್ಣ!: [423, 452, 571, 467]
yama-label: ಯಮಗಂಡ ಕಾಲ: [113, 892, 203, 911]
cow-photo: [915, 224, 1490, 500]
nakshatra-label: ನಕ್ಷತ್ರ: [312, 941, 328, 951]
gulika-time: 7.30 AM - 9.00 AM: [243, 849, 397, 867]
cow-col-2: ತಿಮ್ಮನಹಳ್ಳಿಯ ಪಶುವೈದ್ಯರಾದ ಡಾ.ಶಾಂತೇಶ್ ಕೂಡ ಸಹಕರಿಸಿದರು. ಗೋಡೆಕೆರೆ ಪಶು ಚಿಕಿತ್ಸಾಲಯದ ಪಶುವೈದ್ಯ ಪರೀಕ್ಷಕರಾದ ಶಿವಕುಮಾರ್ ಸಹಕಾರ ನೀಡಿದರು. ಈಗ ಹಸುವು ಸಂಪೂರ್ಣವಾಗಿ ಚೇತರಿಸಿಕೊಂಡಿದ್ದು ದಿನಕ್ಕೆ 20 ಲೀಟರ್ ಹಾಲು ಕೊಡುತ್ತಿದೆ.: [915, 511, 1098, 631]
moonrise-label: ಚಂದ್ರೋದಯ: [121, 662, 195, 681]
divider: [423, 242, 650, 243]
special-day: ವಿಶ್ವ ದೂರಸಂಪರ್ಕ ದಿನ (ವಿಶ್ವ ಟೆಲಿ ಕಮ್ಯುನಿಕೇಷನ್ ದಿನ), ವಿಶ್ವ ಅಧಿಕ ರಕ್ತದೊತ್ತಡ ದಿನ (ವಿಶ್ವ ಹೈಪರ್ ಟೆನ್ಷನ್ ದಿನ ): [86, 561, 380, 600]
tika-source: - ಧಾರವಾಡ ಸುದ್ದಿ: [584, 553, 650, 567]
banner-text: ಒಂದು ಅಂತರಂಗದ ಅಭಿಯಾನ ಪರಿಸರ ಸಂರಕ್ಷಣೆ ನಮ್ಮೆಲ್ಲರ ಹೊಣೆ: [323, 1720, 1245, 1766]
rashi-name: ಮಕರ: [237, 1111, 318, 1133]
tika-vani-title: ಟೀಕಾ ವಾಣಿ: [422, 111, 651, 143]
rashi-row: [78, 1089, 401, 1111]
surya-rashi: ವೃಷಭ: [142, 740, 174, 758]
divyavani-title: ದಿವ್ಯವಾಣಿ: [77, 107, 401, 141]
cow-headline-1: ಹಸುವಿನ ಹೊಟ್ಟೆಯ ನಾಲ್ಕನೇ ಭಾಗದ ಸ್ಥಾನ ಪಲ್ಲಟ: [805, 104, 1357, 144]
moonset-time: 02.18 AM(ಮರುದಿನ): [251, 688, 389, 706]
panchanga-date: 17-05-2024: [148, 394, 330, 427]
